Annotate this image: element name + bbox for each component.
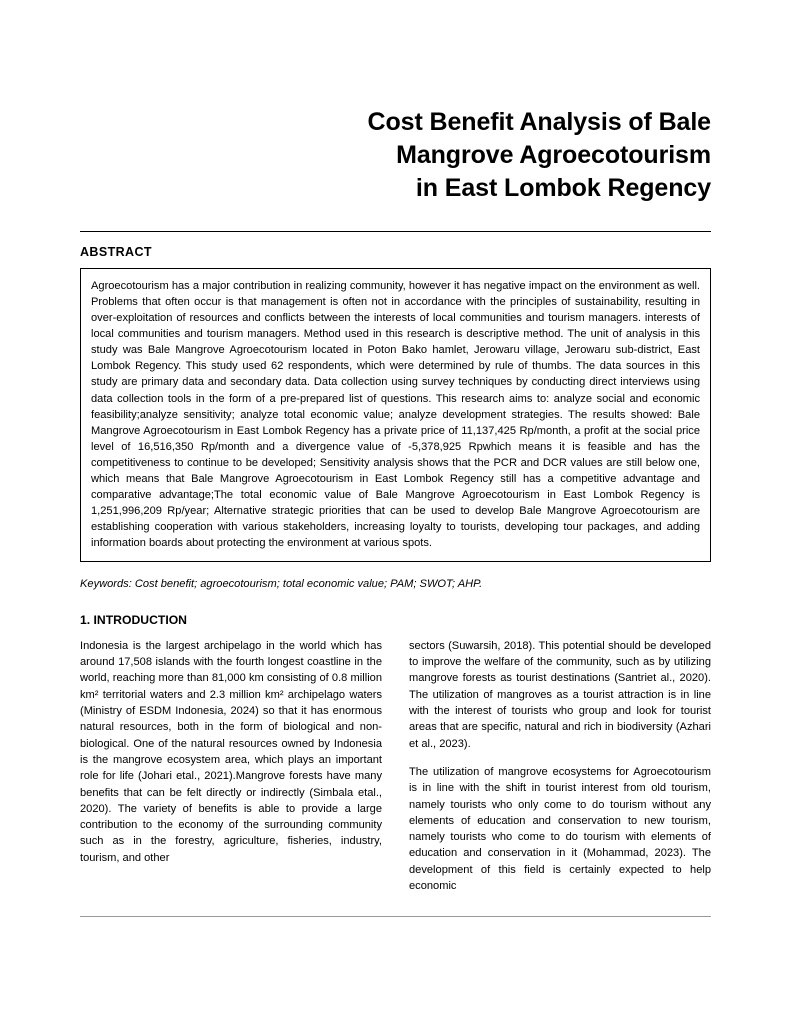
column-right	[409, 638, 711, 894]
section-heading-introduction: 1. INTRODUCTION	[80, 612, 187, 627]
keywords-line: Keywords: Cost benefit; agroecotourism; total economic value; PAM; SWOT; AHP.	[80, 578, 483, 591]
title-line-2: Mangrove Agroecotourism	[396, 141, 711, 169]
intro-paragraph-left-1: Indonesia is the largest archipelago in the world which has around 17,508 islands with the fourth longest coastline in the world, reaching more than 81,000 km consisting of 0.8 million km² territorial waters and 2.3 million km² archipelago waters (Ministry of ESDM Indonesia, 2024) so that it has enormous natural resources, both in the form of biological and non-biological. One of the natural resources owned by Indonesia is the mangrove ecosystem area, which plays an important role for life (Johari etal., 2021).Mangrove forests have many benefits that can be felt directly or indirectly (Simbala etal., 2020). The variety of benefits is able to provide a large contribution to the economy of the surrounding community such as in the forestry, agriculture, fisheries, industry, tourism, and other	[80, 639, 382, 864]
abstract-heading: ABSTRACT	[80, 245, 152, 259]
title-divider	[80, 231, 711, 232]
abstract-box	[80, 268, 711, 562]
intro-paragraph-right-2: The utilization of mangrove ecosystems for Agroecotourism is in line with the shift in tourist interest from old tourism, namely tourists who only come to do tourism without any elements of education and conservation to new tourism, namely tourists who come to do tourism with elements of education and conservation in it (Mohammad, 2023). The development of this field is certainly expected to help economic	[409, 765, 711, 893]
intro-paragraph-right-1: sectors (Suwarsih, 2018). This potential should be developed to improve the welfare of the community, such as by utilizing mangrove forests as tourist destinations (Santriet al., 2020). The utilization of mangroves as a tourist attraction is in line with the interest of tourists who group and look for tourist areas that are specific, natural and rich in biodiversity (Azhari et al., 2023).	[409, 639, 711, 750]
column-left	[80, 638, 382, 894]
abstract-text: Agroecotourism has a major contribution in realizing community, however it has negative impact on the environment as well. Problems that often occur is that management is often not in accordance with the principles of sustainability, resulting in over-exploitation of resources and conflicts between the interests of local communities and tourism managers. interests of local communities and tourism managers. Method used in this research is descriptive method. The unit of analysis in this study was Bale Mangrove Agroecotourism located in Poton Bako hamlet, Jerowaru village, Jerowaru sub-district, East Lombok Regency. This study used 62 respondents, which were determined by rule of thumbs. The data sources in this study are primary data and secondary data. Data collection using survey techniques by conducting direct interviews using data collection tools in the form of a pre-prepared list of questions. This research aims to: analyze social and economic feasibility;analyze sensitivity; analyze total economic value; analyze development strategies. The results showed: Bale Mangrove Agroecotourism in East Lombok Regency has a private price of 11,137,425 Rp/month, a profit at the social price level of 16,516,350 Rp/month and a divergence value of -5,378,925 Rpwhich means it is feasible and has the competitiveness to continue to be developed; Sensitivity analysis shows that the PCR and DCR values are still below one, which means that Bale Mangrove Agroecotourism in East Lombok Regency still has a competitive advantage and comparative advantage;The total economic value of Bale Mangrove Agroecotourism in East Lombok Regency is 1,251,996,209 Rp/year; Alternative strategic priorities that can be used to develop Bale Mangrove Agroecotourism are establishing cooperation with various stakeholders, increasing loyalty to tourists, developing tour packages, and adding information boards about protecting the environment at various spots.	[91, 280, 700, 550]
title-line-3: in East Lombok Regency	[415, 174, 711, 202]
page-title	[80, 106, 711, 205]
footer-divider	[80, 916, 711, 917]
body-columns	[80, 638, 711, 894]
title-line-1: Cost Benefit Analysis of Bale	[367, 108, 711, 136]
